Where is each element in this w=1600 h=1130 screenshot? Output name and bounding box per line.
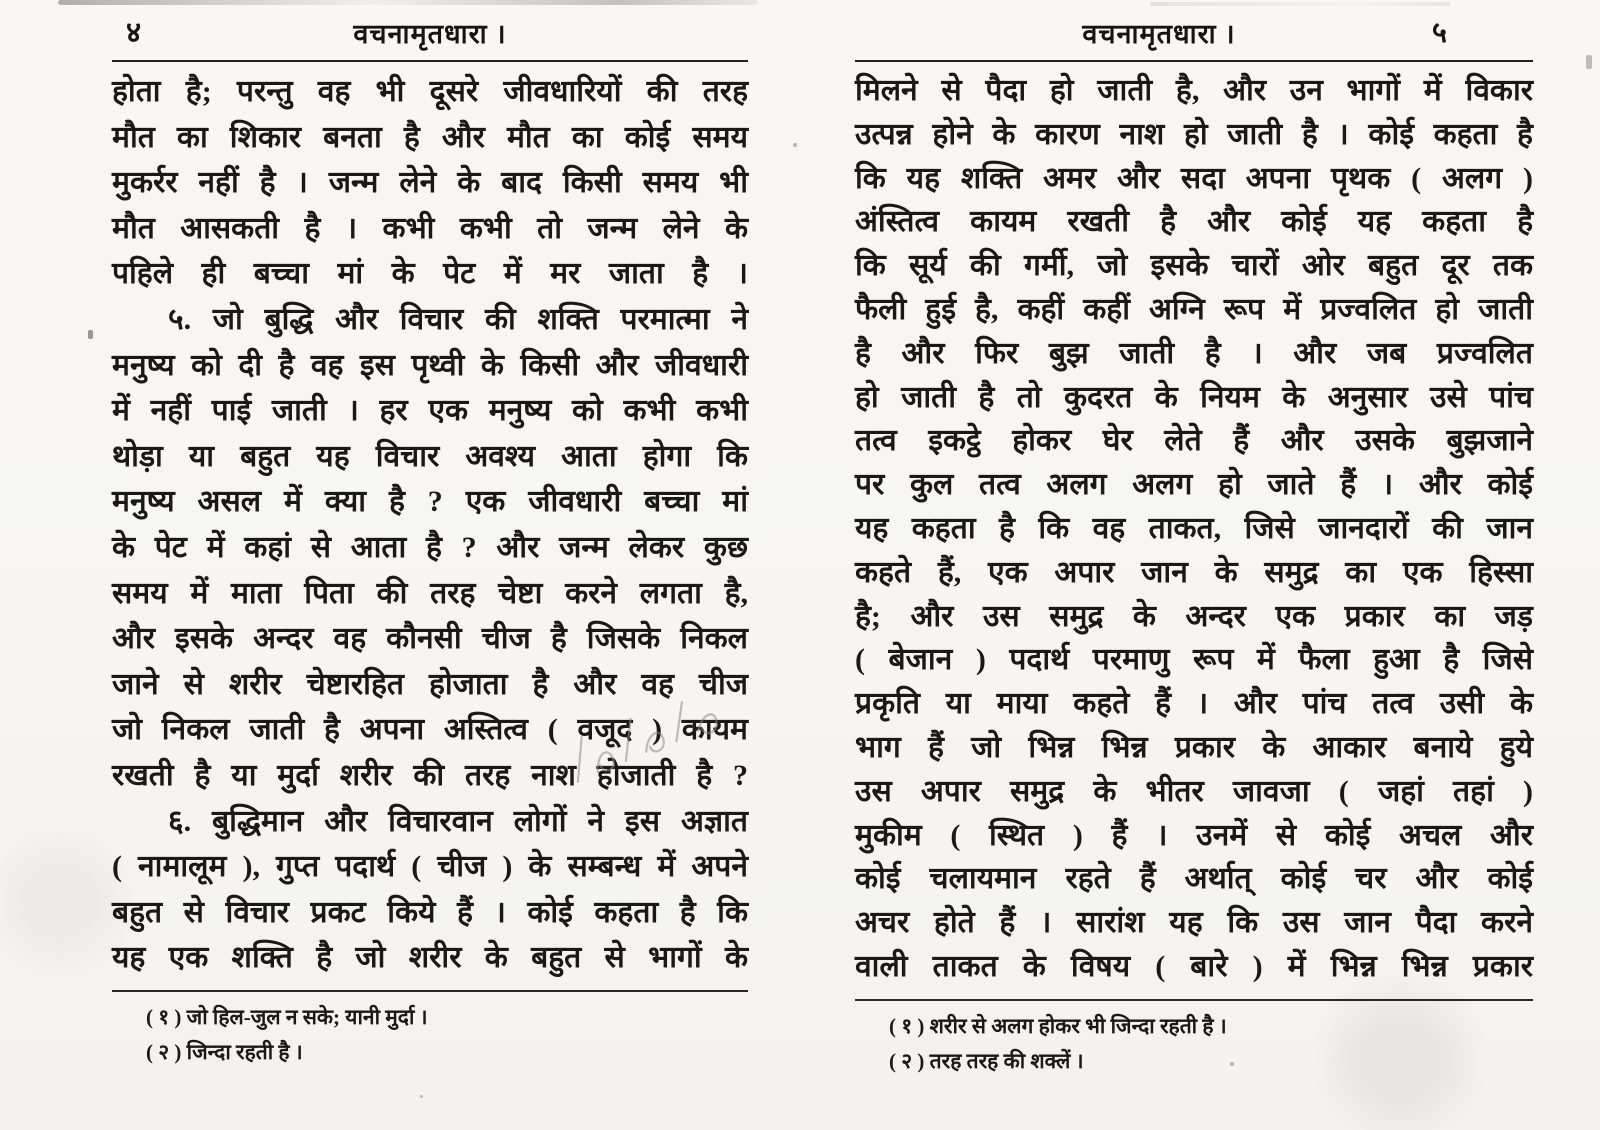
ink-speck xyxy=(420,1095,423,1098)
text-line: भाग हैं जो भिन्न भिन्न प्रकार के आकार बनाये हुये xyxy=(855,730,1533,764)
text-line: में नहीं पाई जाती । हर एक मनुष्य को कभी कभी xyxy=(112,394,748,428)
text-line: हो जाती है तो कुदरत के नियम के अनुसार उसे पांच xyxy=(855,380,1533,414)
text-line: अंस्तित्व कायम रखती है और कोई यह कहता है xyxy=(855,205,1533,239)
ink-speck xyxy=(1586,55,1592,69)
left-page-number: ४ xyxy=(126,17,142,49)
text-line: मिलने से पैदा हो जाती है, और उन भागों में विकार xyxy=(855,74,1533,107)
left-page-footnotes xyxy=(112,992,748,1070)
text-line: होता है; परन्तु वह भी दूसरे जीवधारियों की तरह xyxy=(112,75,748,108)
footnote: ( १ ) जो हिल-जुल न सके; यानी मुर्दा । xyxy=(146,1004,428,1029)
text-line: ६. बुद्धिमान और विचारवान लोगों ने इस अज्ञात xyxy=(168,804,748,838)
text-line: फैली हुई है, कहीं कहीं अग्नि रूप में प्रज्वलित हो जाती xyxy=(855,292,1533,326)
text-line: तत्व इकट्ठे होकर घेर लेते हैं और उसके बुझजाने xyxy=(855,424,1533,458)
text-line: वाली ताकत के विषय ( बारे ) में भिन्न भिन्न प्रकार xyxy=(855,949,1533,983)
text-line: के पेट में कहां से आता है ? और जन्म लेकर कुछ xyxy=(112,530,748,564)
text-line: और इसके अन्दर वह कौनसी चीज है जिसके निकल xyxy=(112,622,748,656)
left-page-body-text xyxy=(112,62,748,981)
text-line: कि यह शक्ति अमर और सदा अपना पृथक ( अलग ) xyxy=(855,161,1533,195)
book-page-left xyxy=(112,0,748,1070)
text-line: अचर होते हैं । सारांश यह कि उस जान पैदा करने xyxy=(855,906,1533,940)
text-line: मुकर्रर नहीं है । जन्म लेने के बाद किसी समय भी xyxy=(112,166,748,200)
text-line: मुकीम ( स्थित ) हैं । उनमें से कोई अचल और xyxy=(855,818,1533,852)
text-line: है; और उस समुद्र के अन्दर एक प्रकार का जड़ xyxy=(855,599,1533,633)
text-line: यह एक शक्ति है जो शरीर के बहुत से भागों के xyxy=(112,941,748,975)
footnote: ( २ ) जिन्दा रहती है । xyxy=(146,1039,303,1064)
text-line: पहिले ही बच्चा मां के पेट में मर जाता है । xyxy=(112,257,748,291)
book-page-right xyxy=(855,0,1533,1079)
text-line: मौत का शिकार बनता है और मौत का कोई समय xyxy=(112,120,748,154)
right-page-footnotes xyxy=(855,1001,1533,1079)
text-line: ५. जो बुद्धि और विचार की शक्ति परमात्मा ने xyxy=(168,302,748,336)
text-line: रखती है या मुर्दा शरीर की तरह नाश होजाती है ? xyxy=(112,758,748,792)
text-line: बहुत से विचार प्रकट किये हैं । कोई कहता है कि xyxy=(112,895,748,929)
text-line: ( नामालूम ), गुप्त पदार्थ ( चीज ) के सम्बन्ध में अपने xyxy=(112,850,748,884)
text-line: मौत आसकती है । कभी कभी तो जन्म लेने के xyxy=(112,211,748,245)
left-running-title: वचनामृतधारा । xyxy=(353,19,507,49)
left-page-header xyxy=(112,0,748,62)
footnote: ( २ ) तरह तरह की शक्लें । xyxy=(889,1048,1084,1073)
text-line: समय में माता पिता की तरह चेष्टा करने लगता है, xyxy=(112,576,748,610)
footnote: ( १ ) शरीर से अलग होकर भी जिन्दा रहती है । xyxy=(889,1013,1227,1038)
text-line: थोड़ा या बहुत यह विचार अवश्य आता होगा कि xyxy=(112,439,748,473)
text-line: कोई चलायमान रहते हैं अर्थात् कोई चर और कोई xyxy=(855,862,1533,896)
text-line: ( बेजान ) पदार्थ परमाणु रूप में फैला हुआ है जिसे xyxy=(855,643,1533,677)
handwriting-annotation xyxy=(552,698,752,788)
text-line: जो निकल जाती है अपना अस्तित्व ( वजूद ) कायम xyxy=(112,713,748,747)
right-page-number: ५ xyxy=(1431,17,1447,49)
text-line: उस अपार समुद्र के भीतर जावजा ( जहां तहां ) xyxy=(855,774,1533,808)
ink-speck xyxy=(88,330,93,339)
text-line: कहते हैं, एक अपार जान के समुद्र का एक हिस्सा xyxy=(855,555,1533,589)
right-page-body-text xyxy=(855,62,1533,989)
ink-speck xyxy=(793,143,797,147)
text-line: यह कहता है कि वह ताकत, जिसे जानदारों की जान xyxy=(855,511,1533,545)
right-running-title: वचनामृतधारा । xyxy=(1082,19,1236,49)
text-line: जाने से शरीर चेष्टारहित होजाता है और वह चीज xyxy=(112,667,748,701)
text-line: पर कुल तत्व अलग अलग हो जाते हैं । और कोई xyxy=(855,468,1533,502)
text-line: है और फिर बुझ जाती है । और जब प्रज्वलित xyxy=(855,336,1533,370)
text-line: मनुष्य को दी है वह इस पृथ्वी के किसी और जीवधारी xyxy=(112,348,748,382)
right-page-header xyxy=(855,0,1533,62)
text-line: उत्पन्न होने के कारण नाश हो जाती है । कोई कहता है xyxy=(855,117,1533,151)
text-line: मनुष्य असल में क्या है ? एक जीवधारी बच्चा मां xyxy=(112,485,748,519)
text-line: कि सूर्य की गर्मी, जो इसके चारों ओर बहुत दूर तक xyxy=(855,249,1533,283)
text-line: प्रकृति या माया कहते हैं । और पांच तत्व उसी के xyxy=(855,687,1533,721)
